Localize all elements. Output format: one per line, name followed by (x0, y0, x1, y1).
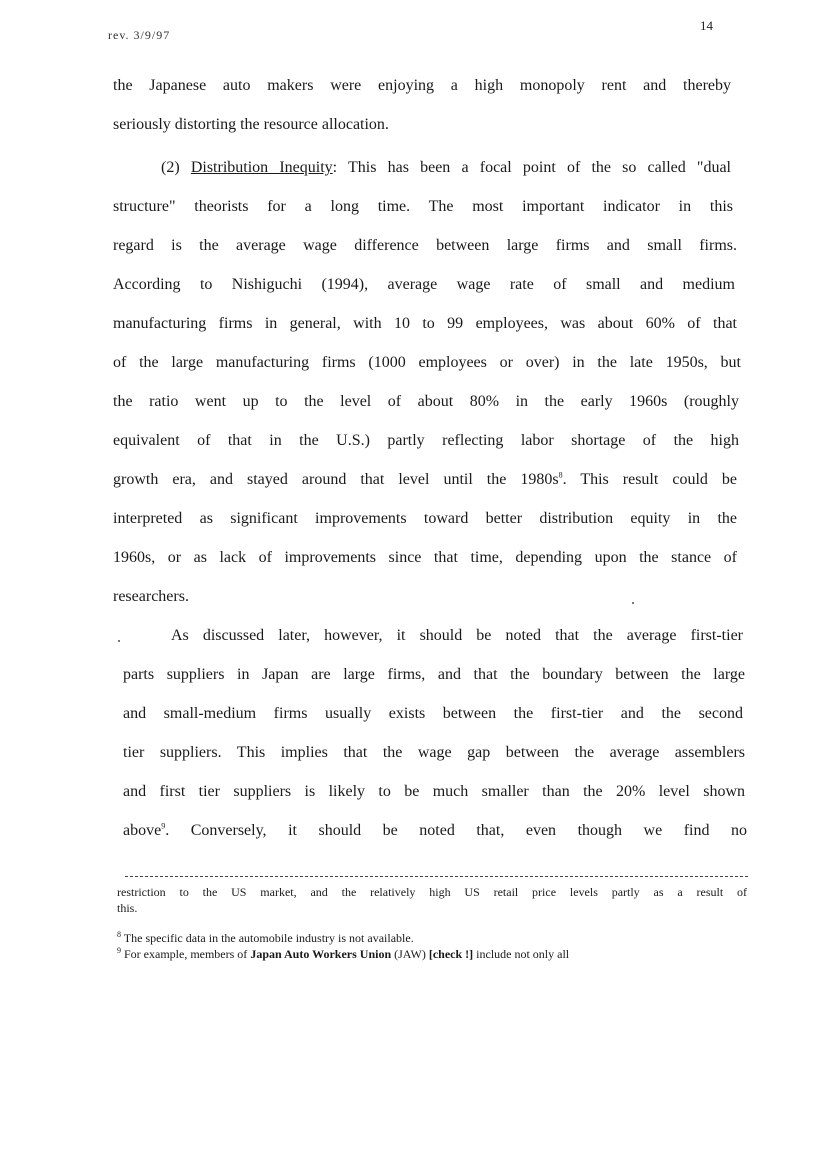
text-line: researchers. (113, 588, 189, 605)
text-line: tier suppliers. This implies that the wage gap between the average assemblers (123, 744, 745, 761)
text-line: regard is the average wage difference between large firms and small firms. (113, 237, 737, 254)
text-line: parts suppliers in Japan are large firms, and that the boundary between the large (123, 666, 745, 683)
text-line: the Japanese auto makers were enjoying a high monopoly rent and thereby (113, 77, 731, 94)
footnote-text: For example, members of (121, 947, 251, 961)
footnote-8 (117, 930, 749, 946)
revision-date: rev. 3/9/97 (108, 28, 171, 42)
footnote-continued-line: restriction to the US market, and the relatively high US retail price levels partly as a result of (117, 885, 747, 899)
footnote-marker: 9 (117, 946, 121, 955)
footnote-text: The specific data in the automobile industry is not available. (121, 931, 414, 945)
footnote-separator (125, 876, 748, 877)
text-line (123, 811, 747, 850)
paragraph-first-tier (123, 616, 755, 850)
footnote-ref-9: 9 (161, 821, 166, 831)
text-line (113, 148, 731, 187)
footnote-text: (JAW) (391, 947, 429, 961)
paragraph-continued (113, 66, 745, 144)
footnotes (117, 884, 749, 962)
footnote-gap (117, 916, 749, 930)
footnote-bold-text: Japan Auto Workers Union (250, 947, 392, 961)
text-fragment: : This has been a focal point of the so called "dual (332, 159, 731, 176)
text-line: seriously distorting the resource allocation. (113, 116, 389, 133)
text-fragment: above (123, 822, 162, 839)
footnote-ref-8: 8 (558, 470, 563, 480)
text-line: the ratio went up to the level of about 80% in the early 1960s (roughly (113, 393, 739, 410)
text-line: of the large manufacturing firms (1000 employees or over) in the late 1950s, but (113, 354, 741, 371)
text-fragment: growth era, and stayed around that level until the 1980s (113, 471, 559, 488)
footnote-marker: 8 (117, 930, 121, 939)
text-line: As discussed later, however, it should be noted that the average first-tier (171, 627, 743, 644)
list-label: (2) (161, 159, 191, 176)
text-line (113, 460, 737, 499)
footnote-editor-note: [check !] (428, 947, 474, 961)
text-line: and small-medium firms usually exists between the first-tier and the second (123, 705, 743, 722)
text-line: According to Nishiguchi (1994), average wage rate of small and medium (113, 276, 735, 293)
scan-speck (118, 640, 120, 642)
footnote-9 (117, 946, 749, 962)
paragraph-distribution-inequity (113, 148, 745, 616)
scan-speck (632, 602, 634, 604)
text-line: equivalent of that in the U.S.) partly reflecting labor shortage of the high (113, 432, 739, 449)
text-fragment: . This result could be (562, 471, 737, 488)
text-line: and first tier suppliers is likely to be much smaller than the 20% level shown (123, 783, 745, 800)
text-fragment: . Conversely, it should be noted that, even though we find no (165, 822, 747, 839)
text-line: structure" theorists for a long time. The most important indicator in this (113, 198, 733, 215)
page-number: 14 (700, 18, 713, 33)
text-line: 1960s, or as lack of improvements since that time, depending upon the stance of (113, 549, 737, 566)
section-heading: Distribution Inequity (190, 159, 333, 176)
text-line: interpreted as significant improvements toward better distribution equity in the (113, 510, 737, 527)
text-line: manufacturing firms in general, with 10 to 99 employees, was about 60% of that (113, 315, 737, 332)
footnote-text: include not only all (473, 947, 570, 961)
footnote-continued-line: this. (117, 901, 138, 915)
